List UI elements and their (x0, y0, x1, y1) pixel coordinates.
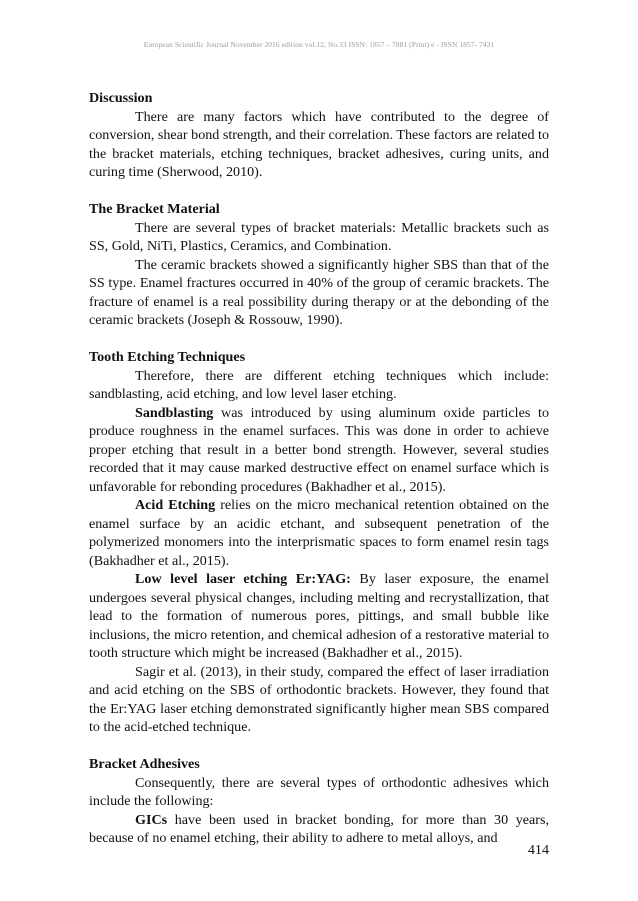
section-discussion (89, 89, 549, 182)
paragraph (89, 108, 549, 182)
paragraph (89, 219, 549, 256)
paragraph-text: have been used in bracket bonding, for more than 30 years, because of no enamel etching, their ability to adhere to metal alloys, and (89, 811, 549, 846)
paragraph (89, 570, 549, 663)
paragraph (89, 663, 549, 737)
journal-header: European Scientific Journal November 2016 edition vol.12, No.33 ISSN: 1857 – 7881 (Print) e - ISSN 1857- 7431 (143, 40, 495, 49)
paragraph (89, 404, 549, 497)
paragraph (89, 256, 549, 330)
paragraph-text: The ceramic brackets showed a significantly higher SBS than that of the SS type. Enamel fractures occurred in 40% of the group of ceramic brackets. The fracture of enamel is a real possibility during therapy or at the debonding of the ceramic brackets (Joseph & Rossouw, 1990). (89, 256, 549, 328)
paragraph-text: was introduced by using aluminum oxide particles to produce roughness in the enamel surfaces. This was done in order to achieve proper etching that result in a better bond strength. However, several studies recorded that it may cause marked destructive effect on enamel surface which is unfavorable for rebonding procedures (Bakhadher et al., 2015). (89, 404, 549, 495)
paragraph (89, 496, 549, 570)
paragraph-text: There are many factors which have contributed to the degree of conversion, shear bond strength, and their correlation. These factors are related to the bracket materials, etching techniques, bracket adhesives, curing units, and curing time (Sherwood, 2010). (89, 108, 549, 180)
section-tooth-etching (89, 348, 549, 737)
paragraph-lead: Acid Etching (135, 497, 216, 513)
section-heading: The Bracket Material (89, 201, 220, 217)
paragraph-text: There are several types of bracket materials: Metallic brackets such as SS, Gold, NiTi, Plastics, Ceramics, and Combination. (89, 219, 549, 254)
paragraph (89, 811, 549, 848)
paragraph-text: Consequently, there are several types of orthodontic adhesives which include the following: (89, 774, 549, 809)
section-heading: Bracket Adhesives (89, 756, 200, 772)
section-bracket-material (89, 200, 549, 330)
paragraph-text: Therefore, there are different etching techniques which include: sandblasting, acid etching, and low level laser etching. (89, 367, 549, 402)
page-number: 414 (527, 842, 549, 858)
paragraph-lead: Low level laser etching Er:YAG: (135, 571, 351, 587)
paragraph-lead: Sandblasting (135, 404, 214, 421)
section-heading: Discussion (89, 90, 153, 106)
paragraph-text: Sagir et al. (2013), in their study, compared the effect of laser irradiation and acid etching on the SBS of orthodontic brackets. However, they found that the Er:YAG laser etching demonstrated significantly higher mean SBS compared to the acid-etched technique. (89, 663, 549, 735)
paragraph-text: By laser exposure, the enamel undergoes several physical changes, including melting and recrystallization, that lead to the formation of numerous pores, pittings, and small bubble like inclusions, the micro retention, and chemical adhesion of a restorative material to tooth structure which might be increased (Bakhadher et al., 2015). (89, 571, 549, 661)
section-bracket-adhesives (89, 755, 549, 848)
paragraph (89, 774, 549, 811)
article-body (89, 89, 549, 848)
paragraph-lead: GICs (135, 811, 168, 828)
section-heading: Tooth Etching Techniques (89, 349, 246, 365)
paragraph-text: relies on the micro mechanical retention obtained on the enamel surface by an acidic etchant, and subsequent penetration of the polymerized monomers into the interprismatic spaces to form enamel resin tags (Bakhadher et al., 2015). (89, 497, 549, 569)
paragraph (89, 367, 549, 404)
